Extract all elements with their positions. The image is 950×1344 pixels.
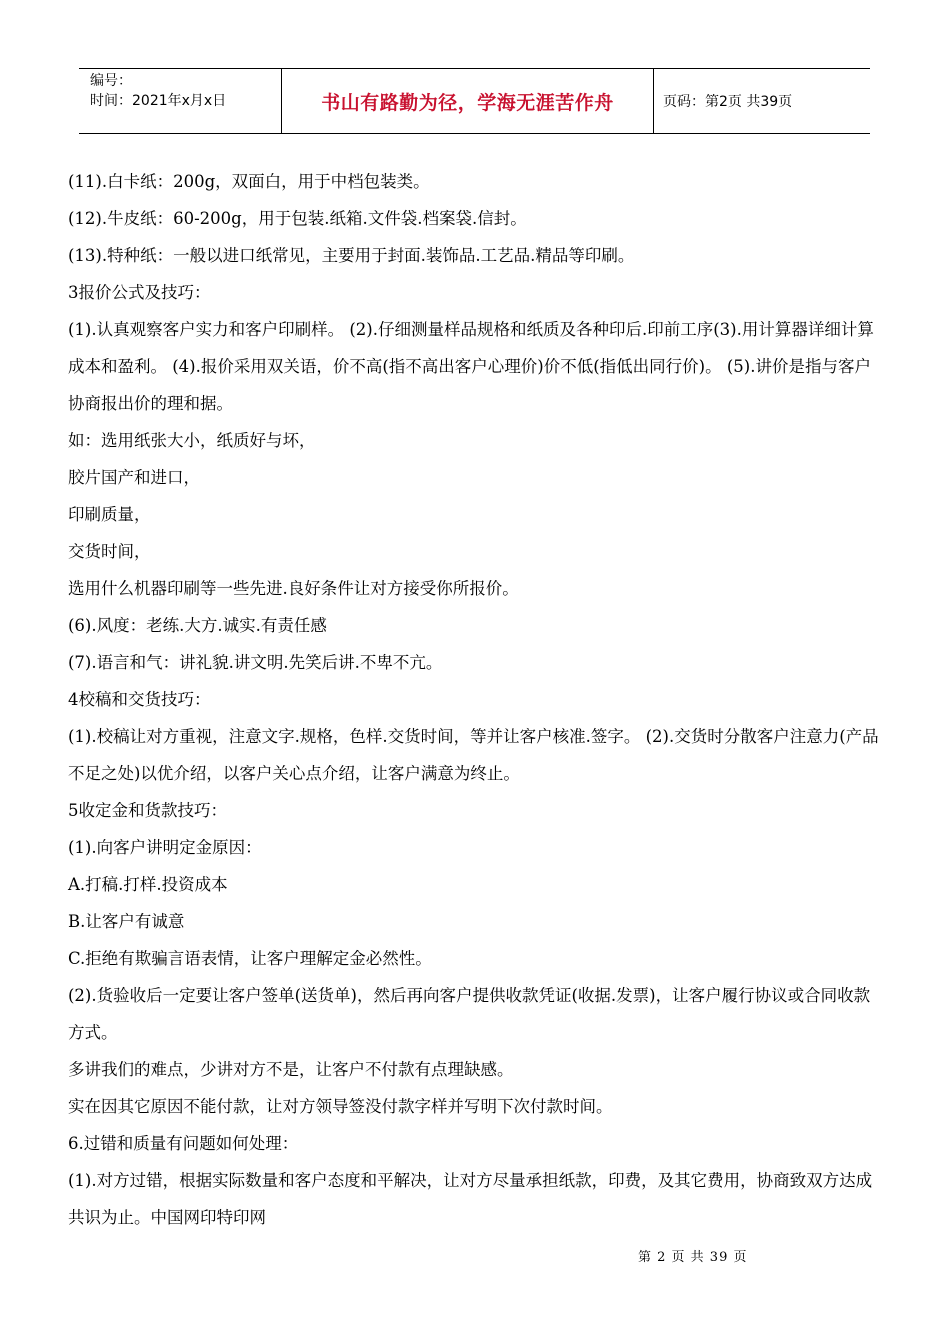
paragraph: (1).对方过错，根据实际数量和客户态度和平解决，让对方尽量承担纸款，印费，及其它费用，协商致双方达成共识为止。中国网印特印网 [68, 1171, 873, 1227]
time-label: 时间：2021年x月x日 [90, 93, 227, 109]
header-page-info: 页码：第2页 共39页 [663, 94, 793, 110]
paragraph: A.打稿.打样.投资成本 [68, 875, 228, 894]
paragraph: (1).校稿让对方重视，注意文字.规格，色样.交货时间，等并让客户核准.签字。 (2).交货时分散客户注意力(产品不足之处)以优介绍，以客户关心点介绍，让客户满意为终止。 [68, 727, 879, 783]
section-heading: 3报价公式及技巧： [68, 283, 211, 302]
paragraph: 胶片国产和进口， [68, 468, 200, 487]
section-heading: 5收定金和货款技巧： [68, 801, 227, 820]
paragraph: 印刷质量， [68, 505, 151, 524]
page-header [79, 68, 870, 134]
paragraph: B.让客户有诚意 [68, 912, 185, 931]
paragraph: (1).认真观察客户实力和客户印刷样。 (2).仔细测量样品规格和纸质及各种印后.印前工序(3).用计算器详细计算成本和盈利。 (4).报价采用双关语，价不高(指不高出客户心理价)价不低(指低出同行价)。 (5).讲价是指与客户协商报出价的理和据。 [68, 320, 874, 413]
paragraph: 多讲我们的难点，少讲对方不是，让客户不付款有点理缺感。 [68, 1060, 514, 1079]
section-heading: 4校稿和交货技巧： [68, 690, 211, 709]
paragraph: (1).向客户讲明定金原因： [68, 838, 262, 857]
paragraph: (13).特种纸：一般以进口纸常见，主要用于封面.装饰品.工艺品.精品等印刷。 [68, 246, 635, 265]
paragraph: C.拒绝有欺骗言语表情，让客户理解定金必然性。 [68, 949, 432, 968]
paragraph: (11).白卡纸：200g，双面白，用于中档包装类。 [68, 172, 430, 191]
section-heading: 6.过错和质量有问题如何处理： [68, 1134, 299, 1153]
document-body [68, 163, 884, 1236]
paragraph: (7).语言和气：讲礼貌.讲文明.先笑后讲.不卑不亢。 [68, 653, 443, 672]
paragraph: 如：选用纸张大小，纸质好与坏， [68, 431, 316, 450]
paragraph: (2).货验收后一定要让客户签单(送货单)，然后再向客户提供收款凭证(收据.发票)，让客户履行协议或合同收款方式。 [68, 986, 871, 1042]
paragraph: (12).牛皮纸：60-200g，用于包装.纸箱.文件袋.档案袋.信封。 [68, 209, 527, 228]
page-footer: 第 2 页 共 39 页 [638, 1250, 748, 1265]
header-motto: 书山有路勤为径，学海无涯苦作舟 [282, 69, 654, 133]
paragraph: 选用什么机器印刷等一些先进.良好条件让对方接受你所报价。 [68, 579, 519, 598]
paragraph: 交货时间， [68, 542, 151, 561]
serial-label: 编号： [90, 73, 132, 89]
paragraph: (6).风度：老练.大方.诚实.有责任感 [68, 616, 327, 635]
paragraph: 实在因其它原因不能付款，让对方领导签没付款字样并写明下次付款时间。 [68, 1097, 613, 1116]
header-meta [79, 69, 282, 133]
